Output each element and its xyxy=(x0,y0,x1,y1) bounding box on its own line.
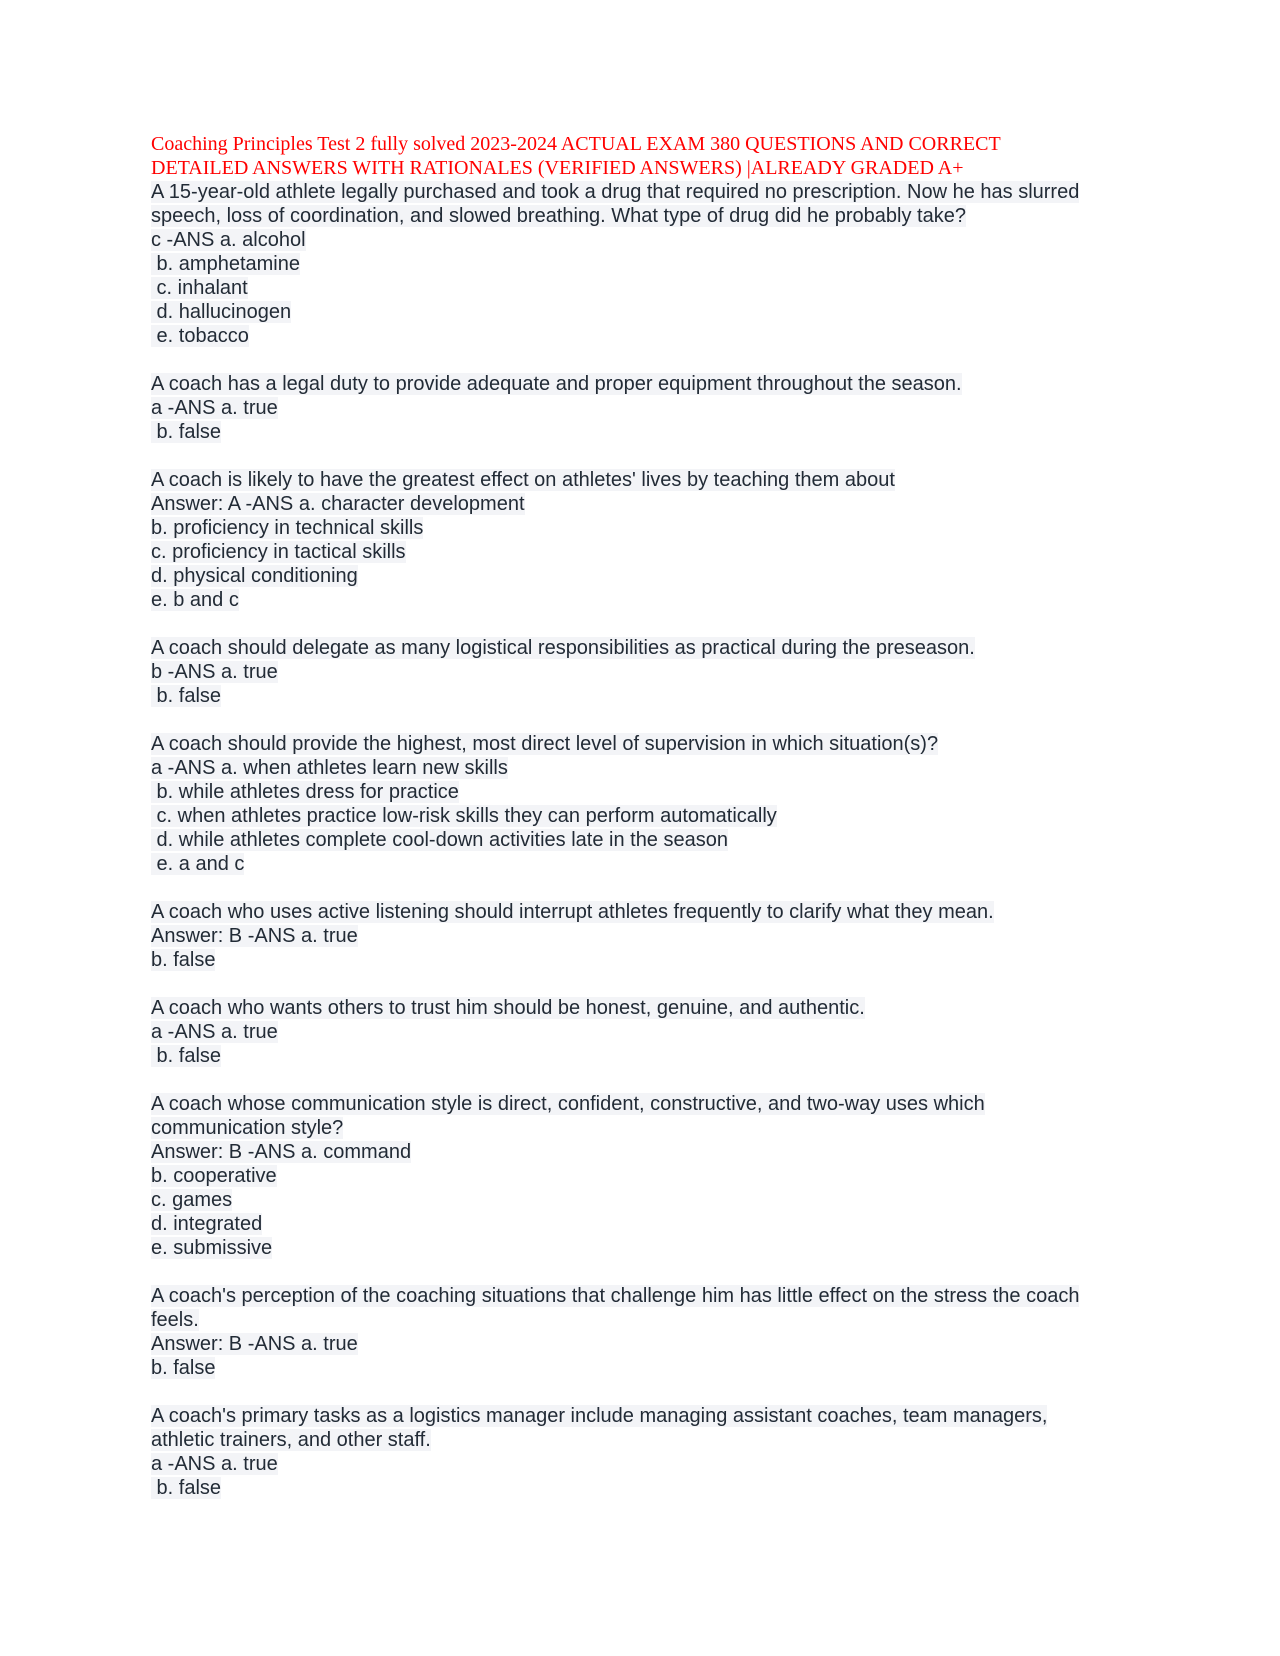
document-title xyxy=(151,132,1131,180)
answer-line xyxy=(151,1452,1131,1476)
question-block xyxy=(151,1284,1131,1404)
line-text: A coach's primary tasks as a logistics manager include managing assistant coaches, team managers, xyxy=(151,1405,1048,1427)
answer-line xyxy=(151,1212,1131,1236)
line-text: a -ANS a. when athletes learn new skills xyxy=(151,757,508,779)
line-text: b. proficiency in technical skills xyxy=(151,517,424,539)
answer-line xyxy=(151,492,1131,516)
line-text: a -ANS a. true xyxy=(151,1021,278,1043)
answer-line xyxy=(151,756,1131,780)
answer-line xyxy=(151,828,1131,852)
line-text: b. false xyxy=(151,1357,216,1379)
line-text: b. while athletes dress for practice xyxy=(151,781,459,803)
paragraph-gap xyxy=(151,876,1131,900)
line-text: communication style? xyxy=(151,1117,344,1139)
line-text: b. false xyxy=(151,949,216,971)
line-text: Answer: A -ANS a. character development xyxy=(151,493,525,515)
line-text: A coach should delegate as many logistical responsibilities as practical during the preseason. xyxy=(151,637,975,659)
line-text: Answer: B -ANS a. true xyxy=(151,1333,358,1355)
paragraph-gap xyxy=(151,612,1131,636)
question-text xyxy=(151,636,1131,660)
answer-line xyxy=(151,276,1131,300)
line-text: e. submissive xyxy=(151,1237,273,1259)
answer-line xyxy=(151,324,1131,348)
line-text: d. physical conditioning xyxy=(151,565,358,587)
answer-line xyxy=(151,1332,1131,1356)
line-text: A coach who uses active listening should interrupt athletes frequently to clarify what they mean. xyxy=(151,901,994,923)
line-text: d. hallucinogen xyxy=(151,301,292,323)
line-text: speech, loss of coordination, and slowed breathing. What type of drug did he probably take? xyxy=(151,205,966,227)
answer-line xyxy=(151,588,1131,612)
document-page xyxy=(151,132,1131,1500)
answer-line xyxy=(151,804,1131,828)
line-text: b. cooperative xyxy=(151,1165,277,1187)
line-text: A coach whose communication style is direct, confident, constructive, and two-way uses which xyxy=(151,1093,985,1115)
question-text xyxy=(151,372,1131,396)
line-text: c. inhalant xyxy=(151,277,248,299)
answer-line xyxy=(151,1188,1131,1212)
question-text xyxy=(151,996,1131,1020)
answer-line xyxy=(151,228,1131,252)
answer-line xyxy=(151,1116,1131,1140)
question-block xyxy=(151,1404,1131,1500)
line-text: A 15-year-old athlete legally purchased and took a drug that required no prescription. Now he has slurred xyxy=(151,181,1080,203)
line-text: c. proficiency in tactical skills xyxy=(151,541,406,563)
paragraph-gap xyxy=(151,1068,1131,1092)
answer-line xyxy=(151,564,1131,588)
line-text: Answer: B -ANS a. true xyxy=(151,925,358,947)
question-block xyxy=(151,996,1131,1092)
answer-line xyxy=(151,684,1131,708)
answer-line xyxy=(151,300,1131,324)
answer-line xyxy=(151,1428,1131,1452)
answer-line xyxy=(151,540,1131,564)
question-block xyxy=(151,636,1131,732)
question-text xyxy=(151,468,1131,492)
answer-line xyxy=(151,1236,1131,1260)
line-text: b. false xyxy=(151,421,222,443)
answer-line xyxy=(151,1020,1131,1044)
answer-line xyxy=(151,948,1131,972)
paragraph-gap xyxy=(151,348,1131,372)
question-text xyxy=(151,900,1131,924)
line-text: A coach has a legal duty to provide adequate and proper equipment throughout the season. xyxy=(151,373,962,395)
question-block xyxy=(151,900,1131,996)
paragraph-gap xyxy=(151,1260,1131,1284)
answer-line xyxy=(151,396,1131,420)
line-text: A coach's perception of the coaching situations that challenge him has little effect on the stress the coach xyxy=(151,1285,1080,1307)
paragraph-gap xyxy=(151,444,1131,468)
answer-line xyxy=(151,1140,1131,1164)
line-text: e. a and c xyxy=(151,853,245,875)
answer-line xyxy=(151,924,1131,948)
answer-line xyxy=(151,204,1131,228)
question-block xyxy=(151,372,1131,468)
paragraph-gap xyxy=(151,972,1131,996)
title-line: DETAILED ANSWERS WITH RATIONALES (VERIFIED ANSWERS) |ALREADY GRADED A+ xyxy=(151,157,964,179)
question-text xyxy=(151,1092,1131,1116)
line-text: e. b and c xyxy=(151,589,239,611)
answer-line xyxy=(151,1308,1131,1332)
line-text: a -ANS a. true xyxy=(151,397,278,419)
line-text: A coach who wants others to trust him should be honest, genuine, and authentic. xyxy=(151,997,865,1019)
answer-line xyxy=(151,1356,1131,1380)
line-text: b. false xyxy=(151,1045,222,1067)
question-block xyxy=(151,732,1131,900)
line-text: A coach is likely to have the greatest effect on athletes' lives by teaching them about xyxy=(151,469,895,491)
question-block xyxy=(151,468,1131,636)
paragraph-gap xyxy=(151,1380,1131,1404)
answer-line xyxy=(151,420,1131,444)
answer-line xyxy=(151,1044,1131,1068)
answer-line xyxy=(151,852,1131,876)
line-text: Answer: B -ANS a. command xyxy=(151,1141,412,1163)
line-text: d. while athletes complete cool-down activities late in the season xyxy=(151,829,728,851)
answer-line xyxy=(151,1476,1131,1500)
paragraph-gap xyxy=(151,708,1131,732)
line-text: e. tobacco xyxy=(151,325,249,347)
line-text: feels. xyxy=(151,1309,199,1331)
title-line: Coaching Principles Test 2 fully solved 2023-2024 ACTUAL EXAM 380 QUESTIONS AND CORRECT xyxy=(151,133,1001,155)
line-text: c. when athletes practice low-risk skills they can perform automatically xyxy=(151,805,777,827)
answer-line xyxy=(151,780,1131,804)
question-text xyxy=(151,732,1131,756)
answer-line xyxy=(151,660,1131,684)
line-text: b. false xyxy=(151,1477,222,1499)
question-block xyxy=(151,180,1131,372)
question-list xyxy=(151,180,1131,1500)
answer-line xyxy=(151,252,1131,276)
line-text: a -ANS a. true xyxy=(151,1453,278,1475)
line-text: d. integrated xyxy=(151,1213,263,1235)
answer-line xyxy=(151,1164,1131,1188)
line-text: c. games xyxy=(151,1189,233,1211)
question-block xyxy=(151,1092,1131,1284)
line-text: b -ANS a. true xyxy=(151,661,278,683)
line-text: b. false xyxy=(151,685,222,707)
answer-line xyxy=(151,516,1131,540)
line-text: athletic trainers, and other staff. xyxy=(151,1429,431,1451)
question-text xyxy=(151,1404,1131,1428)
question-text xyxy=(151,1284,1131,1308)
line-text: b. amphetamine xyxy=(151,253,300,275)
question-text xyxy=(151,180,1131,204)
line-text: A coach should provide the highest, most direct level of supervision in which situation(s)? xyxy=(151,733,939,755)
line-text: c -ANS a. alcohol xyxy=(151,229,306,251)
